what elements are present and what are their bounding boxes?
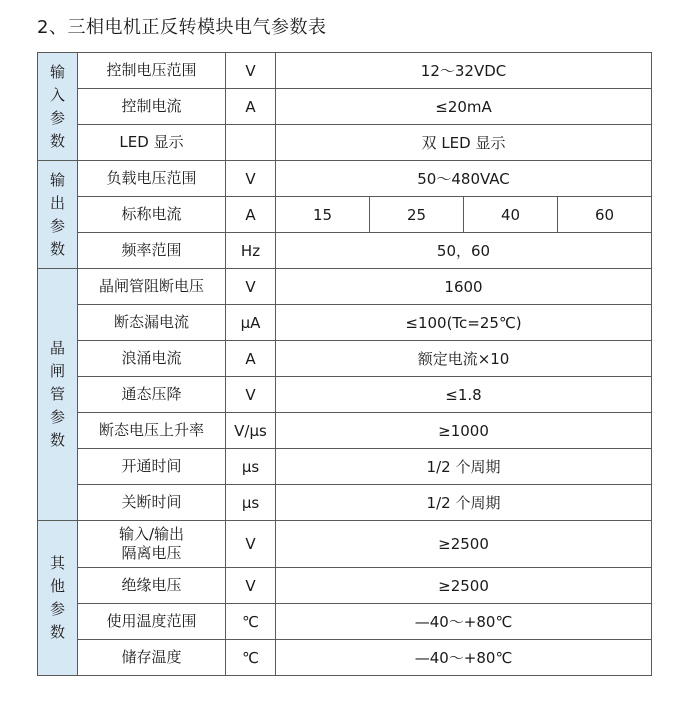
param-value-option: 40: [464, 197, 558, 233]
param-unit: A: [226, 197, 276, 233]
param-unit: V: [226, 161, 276, 197]
param-value-option: 25: [370, 197, 464, 233]
table-row: [38, 125, 652, 161]
param-unit: Hz: [226, 233, 276, 269]
param-name-line: 输入/输出: [118, 525, 185, 543]
param-name: 断态电压上升率: [78, 413, 226, 449]
param-unit: A: [226, 89, 276, 125]
param-value: 50，60: [276, 233, 652, 269]
group-label-input: 输入参数: [38, 53, 78, 161]
param-unit: V: [226, 377, 276, 413]
param-value: ≥1000: [276, 413, 652, 449]
table-row: [38, 521, 652, 568]
table-row: [38, 305, 652, 341]
table-row: [38, 413, 652, 449]
table-row: [38, 269, 652, 305]
param-unit: V/μs: [226, 413, 276, 449]
param-unit: V: [226, 568, 276, 604]
table-row: [38, 53, 652, 89]
param-name: 控制电流: [78, 89, 226, 125]
param-name: 储存温度: [78, 640, 226, 676]
param-name: 标称电流: [78, 197, 226, 233]
table-row: [38, 640, 652, 676]
param-name: 开通时间: [78, 449, 226, 485]
param-value: —40～+80℃: [276, 604, 652, 640]
param-unit: V: [226, 53, 276, 89]
param-value: ≥2500: [276, 568, 652, 604]
table-row: [38, 161, 652, 197]
group-label-other: 其他参数: [38, 521, 78, 676]
param-value-option: 60: [558, 197, 652, 233]
param-unit: V: [226, 521, 276, 568]
param-unit: μs: [226, 485, 276, 521]
param-name: 断态漏电流: [78, 305, 226, 341]
spec-table: [37, 52, 652, 676]
table-row: [38, 449, 652, 485]
group-label-output: 输出参数: [38, 161, 78, 269]
param-value: ≤100(Tc=25℃): [276, 305, 652, 341]
table-row: [38, 89, 652, 125]
table-row: [38, 341, 652, 377]
param-unit: ℃: [226, 604, 276, 640]
param-value: ≤20mA: [276, 89, 652, 125]
param-name: 浪涌电流: [78, 341, 226, 377]
table-row: [38, 197, 652, 233]
param-name: 绝缘电压: [78, 568, 226, 604]
table-row: [38, 233, 652, 269]
param-name: 通态压降: [78, 377, 226, 413]
param-unit: ℃: [226, 640, 276, 676]
page-title: 2、三相电机正反转模块电气参数表: [37, 17, 327, 38]
table-row: [38, 485, 652, 521]
param-value: ≥2500: [276, 521, 652, 568]
param-name: 频率范围: [78, 233, 226, 269]
param-unit: [226, 125, 276, 161]
param-value: 双 LED 显示: [276, 125, 652, 161]
param-unit: A: [226, 341, 276, 377]
param-unit: μA: [226, 305, 276, 341]
param-value-option: 15: [276, 197, 370, 233]
param-name: 使用温度范围: [78, 604, 226, 640]
param-name: 关断时间: [78, 485, 226, 521]
param-value: 1/2 个周期: [276, 485, 652, 521]
param-value: 1/2 个周期: [276, 449, 652, 485]
param-value: —40～+80℃: [276, 640, 652, 676]
param-value: ≤1.8: [276, 377, 652, 413]
param-value: 额定电流×10: [276, 341, 652, 377]
param-unit: V: [226, 269, 276, 305]
param-unit: μs: [226, 449, 276, 485]
group-label-thyristor: 晶闸管参数: [38, 269, 78, 521]
param-name: 控制电压范围: [78, 53, 226, 89]
table-row: [38, 604, 652, 640]
table-row: [38, 377, 652, 413]
param-value: 50～480VAC: [276, 161, 652, 197]
param-name: 负载电压范围: [78, 161, 226, 197]
param-value: 1600: [276, 269, 652, 305]
param-name: [78, 521, 226, 568]
param-name: LED 显示: [78, 125, 226, 161]
table-row: [38, 568, 652, 604]
param-value: 12～32VDC: [276, 53, 652, 89]
param-name: 晶闸管阻断电压: [78, 269, 226, 305]
param-name-line: 隔离电压: [121, 544, 182, 562]
